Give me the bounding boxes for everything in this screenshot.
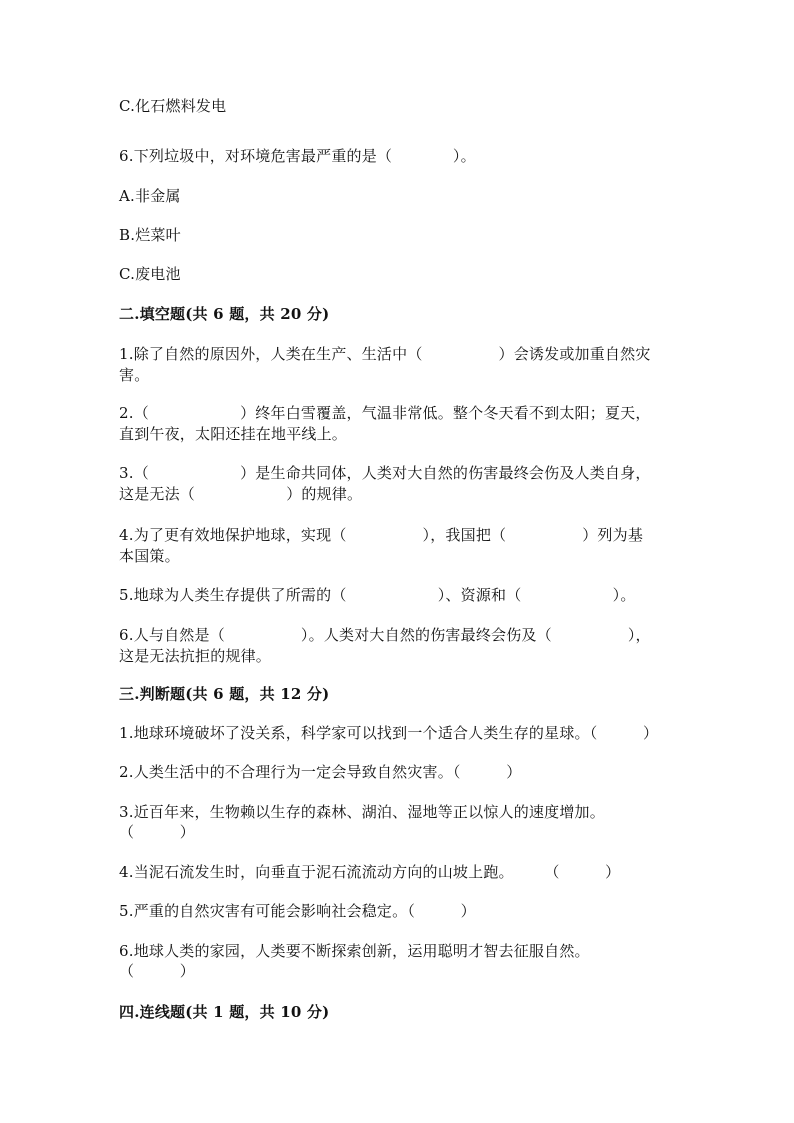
fill-q6-line2: 这是无法抗拒的规律。: [119, 647, 272, 665]
q6-option-a: A.非金属: [119, 187, 181, 205]
fill-q3-line2: 这是无法（ ）的规律。: [119, 485, 363, 503]
section4-heading: 四.连线题(共 1 题，共 10 分): [119, 1003, 330, 1021]
fill-q2-line2: 直到午夜，太阳还挂在地平线上。: [119, 425, 348, 443]
fill-q4-line1: 4.为了更有效地保护地球，实现（ ），我国把（ ）列为基: [119, 526, 644, 544]
q6-option-b: B.烂菜叶: [119, 226, 181, 244]
fill-q6-line1: 6.人与自然是（ ）。人类对大自然的伤害最终会伤及（ ），: [119, 626, 651, 644]
fill-q5-line1: 5.地球为人类生存提供了所需的（ ）、资源和（ ）。: [119, 586, 636, 604]
fill-q2-line1: 2.（ ）终年白雪覆盖，气温非常低。整个冬天看不到太阳；夏天，: [119, 404, 651, 422]
judge-q6-line2: （ ）: [119, 962, 196, 980]
q6-stem: 6.下列垃圾中，对环境危害最严重的是（ ）。: [119, 147, 476, 165]
fill-q3-line1: 3.（ ）是生命共同体，人类对大自然的伤害最终会伤及人类自身，: [119, 464, 651, 482]
judge-q6-line1: 6.地球人类的家园，人类要不断探索创新，运用聪明才智去征服自然。: [119, 942, 590, 960]
q6-option-c: C.废电池: [119, 265, 181, 283]
fill-q4-line2: 本国策。: [119, 547, 180, 565]
judge-q4-line1: 4.当泥石流发生时，向垂直于泥石流流动方向的山坡上跑。 （ ）: [119, 863, 621, 881]
judge-q3-line2: （ ）: [119, 823, 196, 841]
section2-heading: 二.填空题(共 6 题，共 20 分): [119, 305, 330, 323]
judge-q3-line1: 3.近百年来，生物赖以生存的森林、湖泊、湿地等正以惊人的速度增加。: [119, 803, 605, 821]
fill-q1-line1: 1.除了自然的原因外，人类在生产、生活中（ ）会诱发或加重自然灾: [119, 345, 651, 363]
judge-q5-line1: 5.严重的自然灾害有可能会影响社会稳定。（ ）: [119, 902, 476, 920]
section3-heading: 三.判断题(共 6 题，共 12 分): [119, 685, 330, 703]
q5-option-c: C.化石燃料发电: [119, 97, 227, 115]
judge-q2-line1: 2.人类生活中的不合理行为一定会导致自然灾害。（ ）: [119, 763, 522, 781]
judge-q1-line1: 1.地球环境破坏了没关系，科学家可以找到一个适合人类生存的星球。（ ）: [119, 724, 659, 742]
fill-q1-line2: 害。: [119, 366, 150, 384]
